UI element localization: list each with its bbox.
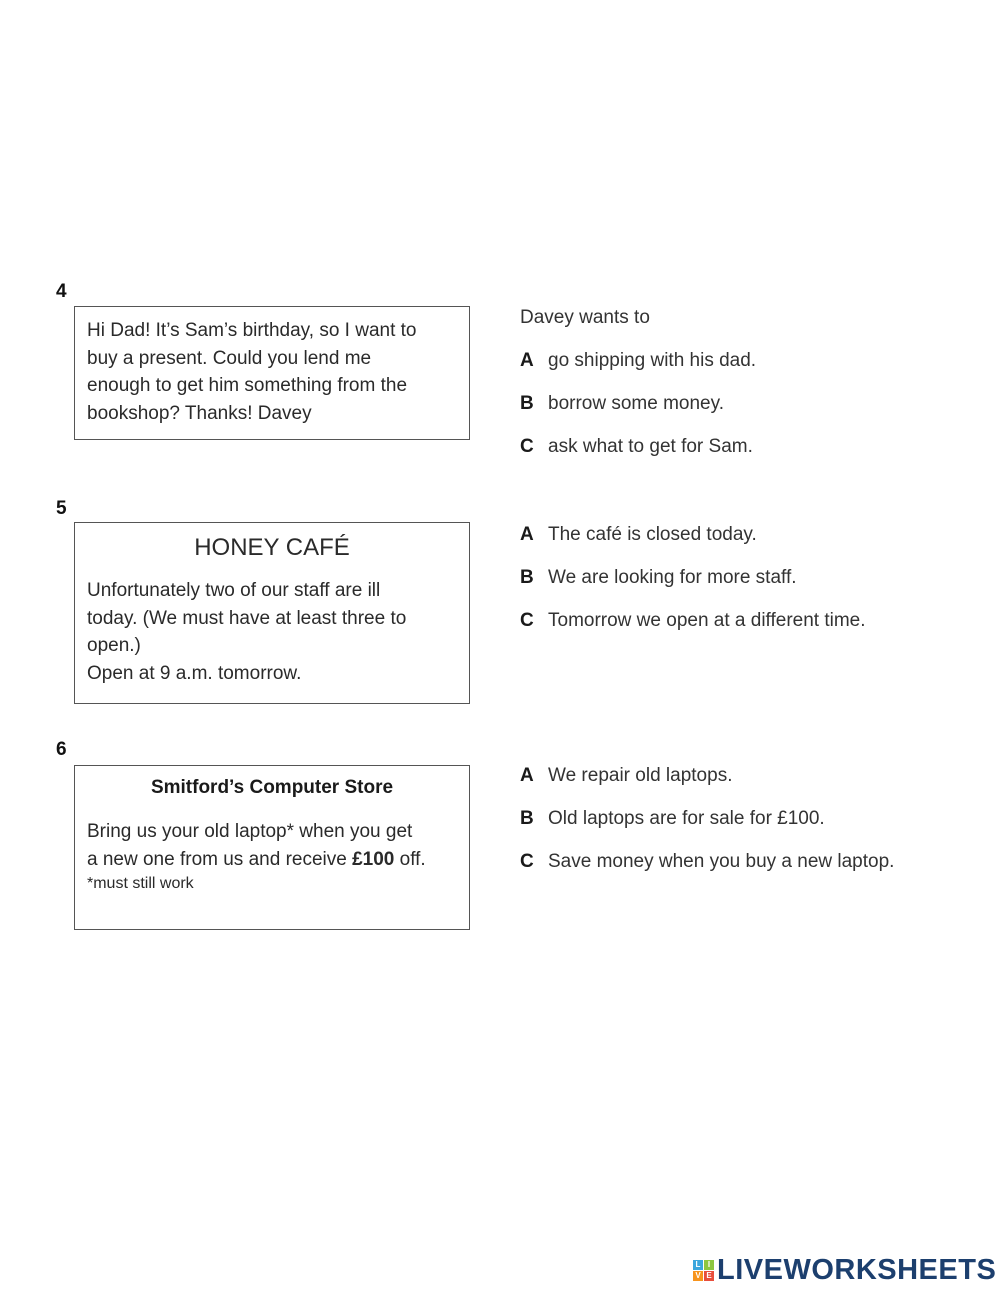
notice-text: a new one from us and receive [87,848,353,870]
option-b[interactable] [520,808,825,830]
option-text: Old laptops are for sale for £100. [548,808,825,829]
notice-line [87,846,457,874]
notice-davey-message [74,306,470,440]
notice-line: Unfortunately two of our staff are ill [87,580,381,601]
option-b[interactable] [520,393,724,415]
option-c[interactable] [520,851,894,873]
option-text: Tomorrow we open at a different time. [548,610,866,631]
option-letter: B [520,808,534,829]
option-a[interactable] [520,350,756,372]
option-text: borrow some money. [548,393,724,414]
option-letter: B [520,393,534,414]
notice-line: Hi Dad! It’s Sam’s birthday, so I want to [87,320,417,341]
option-letter: C [520,851,534,872]
notice-line: today. (We must have at least three to [87,607,407,629]
option-text: go shipping with his dad. [548,350,757,371]
notice-text: off. [394,848,426,870]
notice-title: Smitford’s Computer Store [150,777,394,798]
option-letter: A [520,765,534,786]
footnote: *must still work [87,875,194,892]
option-text: Save money when you buy a new laptop. [548,851,895,872]
discount-amount: £100 [352,848,395,870]
option-letter: B [520,567,534,588]
option-text: ask what to get for Sam. [548,436,753,457]
logo-cell: E [704,1271,714,1281]
logo-cell: V [693,1271,703,1281]
notice-line: open.) [87,635,141,656]
notice-computer-store [74,765,470,930]
option-a[interactable] [520,765,732,787]
question-stem: Davey wants to [520,307,650,328]
option-text: We are looking for more staff. [548,567,797,588]
logo-grid-icon [693,1260,714,1281]
option-c[interactable] [520,610,866,632]
option-c[interactable] [520,436,753,458]
logo-cell: I [704,1260,714,1270]
option-letter: A [520,524,534,545]
logo-text: LIVEWORKSHEETS [717,1253,997,1286]
question-number-5: 5 [56,498,67,519]
notice-line: Open at 9 a.m. tomorrow. [87,662,302,684]
notice-title: HONEY CAFÉ [194,534,350,561]
option-letter: A [520,350,534,371]
question-number-4: 4 [56,281,67,302]
notice-line: buy a present. Could you lend me [87,347,372,369]
option-b[interactable] [520,567,797,589]
option-text: We repair old laptops. [548,765,733,786]
option-letter: C [520,436,534,457]
option-letter: C [520,610,534,631]
notice-line: bookshop? Thanks! Davey [87,402,312,424]
notice-honey-cafe [74,522,470,704]
notice-line: enough to get him something from the [87,375,408,396]
liveworksheets-logo [693,1254,996,1286]
notice-line: Bring us your old laptop* when you get [87,821,413,842]
question-number-6: 6 [56,739,67,760]
option-a[interactable] [520,524,757,546]
option-text: The café is closed today. [548,524,757,545]
logo-cell: L [693,1260,703,1270]
